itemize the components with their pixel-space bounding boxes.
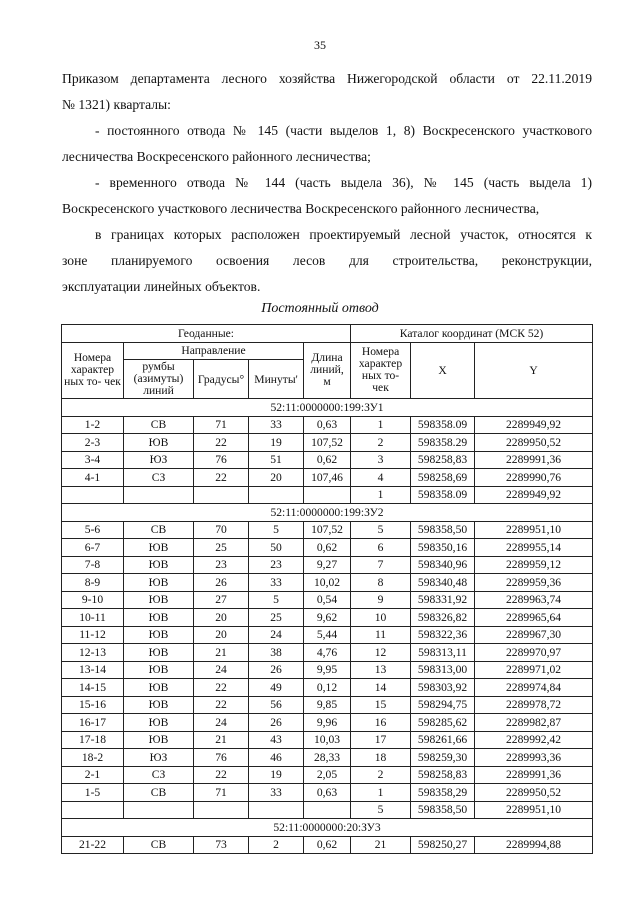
- length-cell: 9,95: [304, 661, 351, 679]
- table-row: [62, 714, 593, 732]
- rumb-cell: ЮЗ: [124, 749, 194, 767]
- line-cell: 18-2: [62, 749, 124, 767]
- degrees-cell: 20: [194, 626, 249, 644]
- length-cell: 107,52: [304, 521, 351, 539]
- y-cell: 2289991,36: [475, 451, 593, 469]
- rumb-cell: ЮВ: [124, 679, 194, 697]
- point-cell: 17: [351, 731, 411, 749]
- y-cell: 2289978,72: [475, 696, 593, 714]
- line-cell: 2-3: [62, 434, 124, 452]
- y-cell: 2289974,84: [475, 679, 593, 697]
- table-row: [62, 749, 593, 767]
- paragraph-line: лесничества Воскресенского районного лесничества;: [62, 149, 371, 164]
- point-cell: 14: [351, 679, 411, 697]
- line-cell: 1-2: [62, 416, 124, 434]
- degrees-cell: 22: [194, 679, 249, 697]
- line-cell: 2-1: [62, 766, 124, 784]
- line-cell: 7-8: [62, 556, 124, 574]
- paragraph-line: эксплуатации линейных объектов.: [62, 279, 261, 294]
- rumb-cell: ЮВ: [124, 644, 194, 662]
- rumb-cell: ЮВ: [124, 696, 194, 714]
- minutes-cell: 56: [249, 696, 304, 714]
- x-cell: 598350,16: [411, 539, 475, 557]
- x-cell: 598294,75: [411, 696, 475, 714]
- x-cell: 598322,36: [411, 626, 475, 644]
- line-cell: 3-4: [62, 451, 124, 469]
- degrees-cell: [194, 486, 249, 504]
- minutes-cell: 25: [249, 609, 304, 627]
- table-row: [62, 486, 593, 504]
- x-cell: 598358.29: [411, 434, 475, 452]
- minutes-cell: [249, 801, 304, 819]
- minutes-cell: 26: [249, 714, 304, 732]
- line-cell: 14-15: [62, 679, 124, 697]
- section-title: 52:11:0000000:199:ЗУ2: [62, 504, 593, 522]
- x-cell: 598258,83: [411, 451, 475, 469]
- section-row: [62, 819, 593, 837]
- y-cell: 2289994,88: [475, 836, 593, 854]
- length-cell: [304, 486, 351, 504]
- rumb-cell: ЮВ: [124, 591, 194, 609]
- x-cell: 598303,92: [411, 679, 475, 697]
- x-cell: 598358,29: [411, 784, 475, 802]
- rumb-cell: ЮВ: [124, 434, 194, 452]
- point-cell: 10: [351, 609, 411, 627]
- table-row: [62, 836, 593, 854]
- line-cell: 4-1: [62, 469, 124, 487]
- minutes-cell: 23: [249, 556, 304, 574]
- paragraph-line: зоне планируемого освоения лесов для строительства, реконструкции,: [62, 253, 592, 268]
- x-cell: 598250,27: [411, 836, 475, 854]
- table-row: [62, 766, 593, 784]
- length-cell: 0,62: [304, 451, 351, 469]
- table-row: [62, 591, 593, 609]
- minutes-cell: 33: [249, 416, 304, 434]
- y-header: Y: [475, 342, 593, 399]
- table-row: [62, 416, 593, 434]
- section-title: 52:11:0000000:199:ЗУ1: [62, 399, 593, 417]
- y-cell: 2289951,10: [475, 801, 593, 819]
- length-cell: 107,46: [304, 469, 351, 487]
- point-cell: 13: [351, 661, 411, 679]
- degrees-cell: 22: [194, 469, 249, 487]
- section-row: [62, 399, 593, 417]
- line-cell: 1-5: [62, 784, 124, 802]
- length-cell: 0,62: [304, 539, 351, 557]
- line-cell: 9-10: [62, 591, 124, 609]
- length-cell: 2,05: [304, 766, 351, 784]
- x-cell: 598313,00: [411, 661, 475, 679]
- length-cell: 9,27: [304, 556, 351, 574]
- degrees-cell: 22: [194, 434, 249, 452]
- y-cell: 2289959,12: [475, 556, 593, 574]
- length-cell: 0,63: [304, 784, 351, 802]
- point-cell: 15: [351, 696, 411, 714]
- length-cell: 9,85: [304, 696, 351, 714]
- point-cell: 1: [351, 784, 411, 802]
- point-cell: 1: [351, 486, 411, 504]
- rumb-cell: ЮВ: [124, 539, 194, 557]
- degrees-cell: 23: [194, 556, 249, 574]
- rumb-cell: [124, 486, 194, 504]
- point-cell: 2: [351, 766, 411, 784]
- point-cell: 6: [351, 539, 411, 557]
- length-cell: 107,52: [304, 434, 351, 452]
- x-cell: 598259,30: [411, 749, 475, 767]
- table-body: [62, 399, 593, 854]
- points-numbers-header: Номера характер ных то- чек: [62, 342, 124, 399]
- y-cell: 2289993,36: [475, 749, 593, 767]
- point-cell: 12: [351, 644, 411, 662]
- length-cell: 0,12: [304, 679, 351, 697]
- length-cell: 10,02: [304, 574, 351, 592]
- table-row: [62, 626, 593, 644]
- table-row: [62, 801, 593, 819]
- rumb-cell: ЮВ: [124, 626, 194, 644]
- minutes-cell: 5: [249, 591, 304, 609]
- length-cell: 0,63: [304, 416, 351, 434]
- degrees-cell: 25: [194, 539, 249, 557]
- degrees-cell: [194, 801, 249, 819]
- minutes-cell: 26: [249, 661, 304, 679]
- y-cell: 2289991,36: [475, 766, 593, 784]
- line-cell: 8-9: [62, 574, 124, 592]
- minutes-cell: 33: [249, 784, 304, 802]
- x-cell: 598358,50: [411, 801, 475, 819]
- x-header: X: [411, 342, 475, 399]
- minutes-cell: 5: [249, 521, 304, 539]
- coordinates-table: [61, 324, 593, 854]
- rumby-header: румбы (азимуты) линий: [124, 360, 194, 399]
- x-cell: 598358,50: [411, 521, 475, 539]
- catalog-header: Каталог координат (МСК 52): [351, 325, 593, 343]
- minutes-cell: [249, 486, 304, 504]
- minutes-cell: 33: [249, 574, 304, 592]
- line-cell: 21-22: [62, 836, 124, 854]
- section-row: [62, 504, 593, 522]
- degrees-cell: 22: [194, 766, 249, 784]
- paragraph-line: № 1321) кварталы:: [62, 97, 171, 112]
- y-cell: 2289950,52: [475, 784, 593, 802]
- paragraph-line: - временного отвода № 144 (часть выдела 36), № 145 (часть выдела 1): [95, 175, 592, 190]
- rumb-cell: СВ: [124, 836, 194, 854]
- rumb-cell: ЮВ: [124, 714, 194, 732]
- table-row: [62, 679, 593, 697]
- y-cell: 2289965,64: [475, 609, 593, 627]
- y-cell: 2289992,42: [475, 731, 593, 749]
- rumb-cell: СЗ: [124, 469, 194, 487]
- degrees-cell: 20: [194, 609, 249, 627]
- y-cell: 2289990,76: [475, 469, 593, 487]
- degrees-cell: 21: [194, 644, 249, 662]
- minutes-cell: 46: [249, 749, 304, 767]
- x-cell: 598340,96: [411, 556, 475, 574]
- line-cell: 6-7: [62, 539, 124, 557]
- line-cell: 17-18: [62, 731, 124, 749]
- rumb-cell: [124, 801, 194, 819]
- minutes-cell: 50: [249, 539, 304, 557]
- minutes-cell: 49: [249, 679, 304, 697]
- degrees-cell: 70: [194, 521, 249, 539]
- length-cell: 5,44: [304, 626, 351, 644]
- x-cell: 598358.09: [411, 486, 475, 504]
- rumb-cell: ЮВ: [124, 609, 194, 627]
- x-cell: 598258,83: [411, 766, 475, 784]
- table-row: [62, 521, 593, 539]
- table-row: [62, 469, 593, 487]
- section-title: 52:11:0000000:20:ЗУ3: [62, 819, 593, 837]
- paragraph-order-reference: [62, 66, 592, 118]
- table-caption: Постоянный отвод: [261, 301, 379, 316]
- line-cell: 10-11: [62, 609, 124, 627]
- y-cell: 2289963,74: [475, 591, 593, 609]
- paragraph-line: Приказом департамента лесного хозяйства Нижегородской области от 22.11.2019: [62, 71, 592, 86]
- length-cell: 4,76: [304, 644, 351, 662]
- degrees-cell: 71: [194, 784, 249, 802]
- page-number: 35: [314, 38, 326, 52]
- y-cell: 2289955,14: [475, 539, 593, 557]
- x-cell: 598261,66: [411, 731, 475, 749]
- rumb-cell: ЮВ: [124, 731, 194, 749]
- y-cell: 2289949,92: [475, 486, 593, 504]
- x-cell: 598313,11: [411, 644, 475, 662]
- y-cell: 2289982,87: [475, 714, 593, 732]
- y-cell: 2289970,97: [475, 644, 593, 662]
- degrees-cell: 76: [194, 451, 249, 469]
- minutes-cell: 51: [249, 451, 304, 469]
- minutes-cell: 24: [249, 626, 304, 644]
- geodata-header: Геоданные:: [62, 325, 351, 343]
- length-cell: 10,03: [304, 731, 351, 749]
- degrees-cell: 24: [194, 714, 249, 732]
- x-cell: 598285,62: [411, 714, 475, 732]
- point-cell: 3: [351, 451, 411, 469]
- point-cell: 2: [351, 434, 411, 452]
- length-header: Длина линий, м: [304, 342, 351, 399]
- table-row: [62, 609, 593, 627]
- table-row: [62, 451, 593, 469]
- line-cell: 16-17: [62, 714, 124, 732]
- length-cell: [304, 801, 351, 819]
- minutes-cell: 19: [249, 434, 304, 452]
- point-cell: 16: [351, 714, 411, 732]
- catalog-points-header: Номера характер ных то- чек: [351, 342, 411, 399]
- degrees-cell: 21: [194, 731, 249, 749]
- x-cell: 598258,69: [411, 469, 475, 487]
- minutes-cell: 38: [249, 644, 304, 662]
- paragraph-line: в границах которых расположен проектируемый лесной участок, относятся к: [95, 227, 592, 242]
- y-cell: 2289950,52: [475, 434, 593, 452]
- table-row: [62, 731, 593, 749]
- table-row: [62, 696, 593, 714]
- point-cell: 7: [351, 556, 411, 574]
- table-row: [62, 644, 593, 662]
- rumb-cell: ЮВ: [124, 574, 194, 592]
- line-cell: 13-14: [62, 661, 124, 679]
- table-row: [62, 556, 593, 574]
- point-cell: 8: [351, 574, 411, 592]
- x-cell: 598326,82: [411, 609, 475, 627]
- point-cell: 5: [351, 801, 411, 819]
- paragraph-temporary-allotment: [62, 170, 592, 222]
- table-row: [62, 434, 593, 452]
- degrees-cell: 22: [194, 696, 249, 714]
- line-cell: 15-16: [62, 696, 124, 714]
- paragraph-line: Воскресенского участкового лесничества Воскресенского районного лесничества,: [62, 201, 540, 216]
- minutes-cell: 19: [249, 766, 304, 784]
- point-cell: 11: [351, 626, 411, 644]
- length-cell: 0,62: [304, 836, 351, 854]
- rumb-cell: СВ: [124, 521, 194, 539]
- point-cell: 18: [351, 749, 411, 767]
- y-cell: 2289971,02: [475, 661, 593, 679]
- minutes-cell: 2: [249, 836, 304, 854]
- point-cell: 5: [351, 521, 411, 539]
- rumb-cell: ЮВ: [124, 661, 194, 679]
- line-cell: [62, 801, 124, 819]
- degrees-cell: 76: [194, 749, 249, 767]
- degrees-cell: 73: [194, 836, 249, 854]
- rumb-cell: СЗ: [124, 766, 194, 784]
- line-cell: [62, 486, 124, 504]
- rumb-cell: СВ: [124, 416, 194, 434]
- point-cell: 9: [351, 591, 411, 609]
- table-row: [62, 784, 593, 802]
- paragraph-zone: [62, 222, 592, 300]
- y-cell: 2289967,30: [475, 626, 593, 644]
- direction-header: Направление: [124, 342, 304, 360]
- line-cell: 11-12: [62, 626, 124, 644]
- line-cell: 12-13: [62, 644, 124, 662]
- length-cell: 9,62: [304, 609, 351, 627]
- point-cell: 21: [351, 836, 411, 854]
- x-cell: 598340,48: [411, 574, 475, 592]
- degrees-cell: 24: [194, 661, 249, 679]
- degrees-cell: 26: [194, 574, 249, 592]
- length-cell: 0,54: [304, 591, 351, 609]
- length-cell: 9,96: [304, 714, 351, 732]
- length-cell: 28,33: [304, 749, 351, 767]
- minutes-header: Минуты': [249, 360, 304, 399]
- rumb-cell: ЮВ: [124, 556, 194, 574]
- point-cell: 4: [351, 469, 411, 487]
- minutes-cell: 20: [249, 469, 304, 487]
- y-cell: 2289949,92: [475, 416, 593, 434]
- point-cell: 1: [351, 416, 411, 434]
- x-cell: 598358.09: [411, 416, 475, 434]
- rumb-cell: СВ: [124, 784, 194, 802]
- paragraph-permanent-allotment: [62, 118, 592, 170]
- table-row: [62, 661, 593, 679]
- y-cell: 2289951,10: [475, 521, 593, 539]
- rumb-cell: ЮЗ: [124, 451, 194, 469]
- degrees-cell: 71: [194, 416, 249, 434]
- degrees-cell: 27: [194, 591, 249, 609]
- table-row: [62, 574, 593, 592]
- table-row: [62, 539, 593, 557]
- line-cell: 5-6: [62, 521, 124, 539]
- paragraph-line: - постоянного отвода № 145 (части выделов 1, 8) Воскресенского участкового: [95, 123, 592, 138]
- y-cell: 2289959,36: [475, 574, 593, 592]
- minutes-cell: 43: [249, 731, 304, 749]
- x-cell: 598331,92: [411, 591, 475, 609]
- degrees-header: Градусы°: [194, 360, 249, 399]
